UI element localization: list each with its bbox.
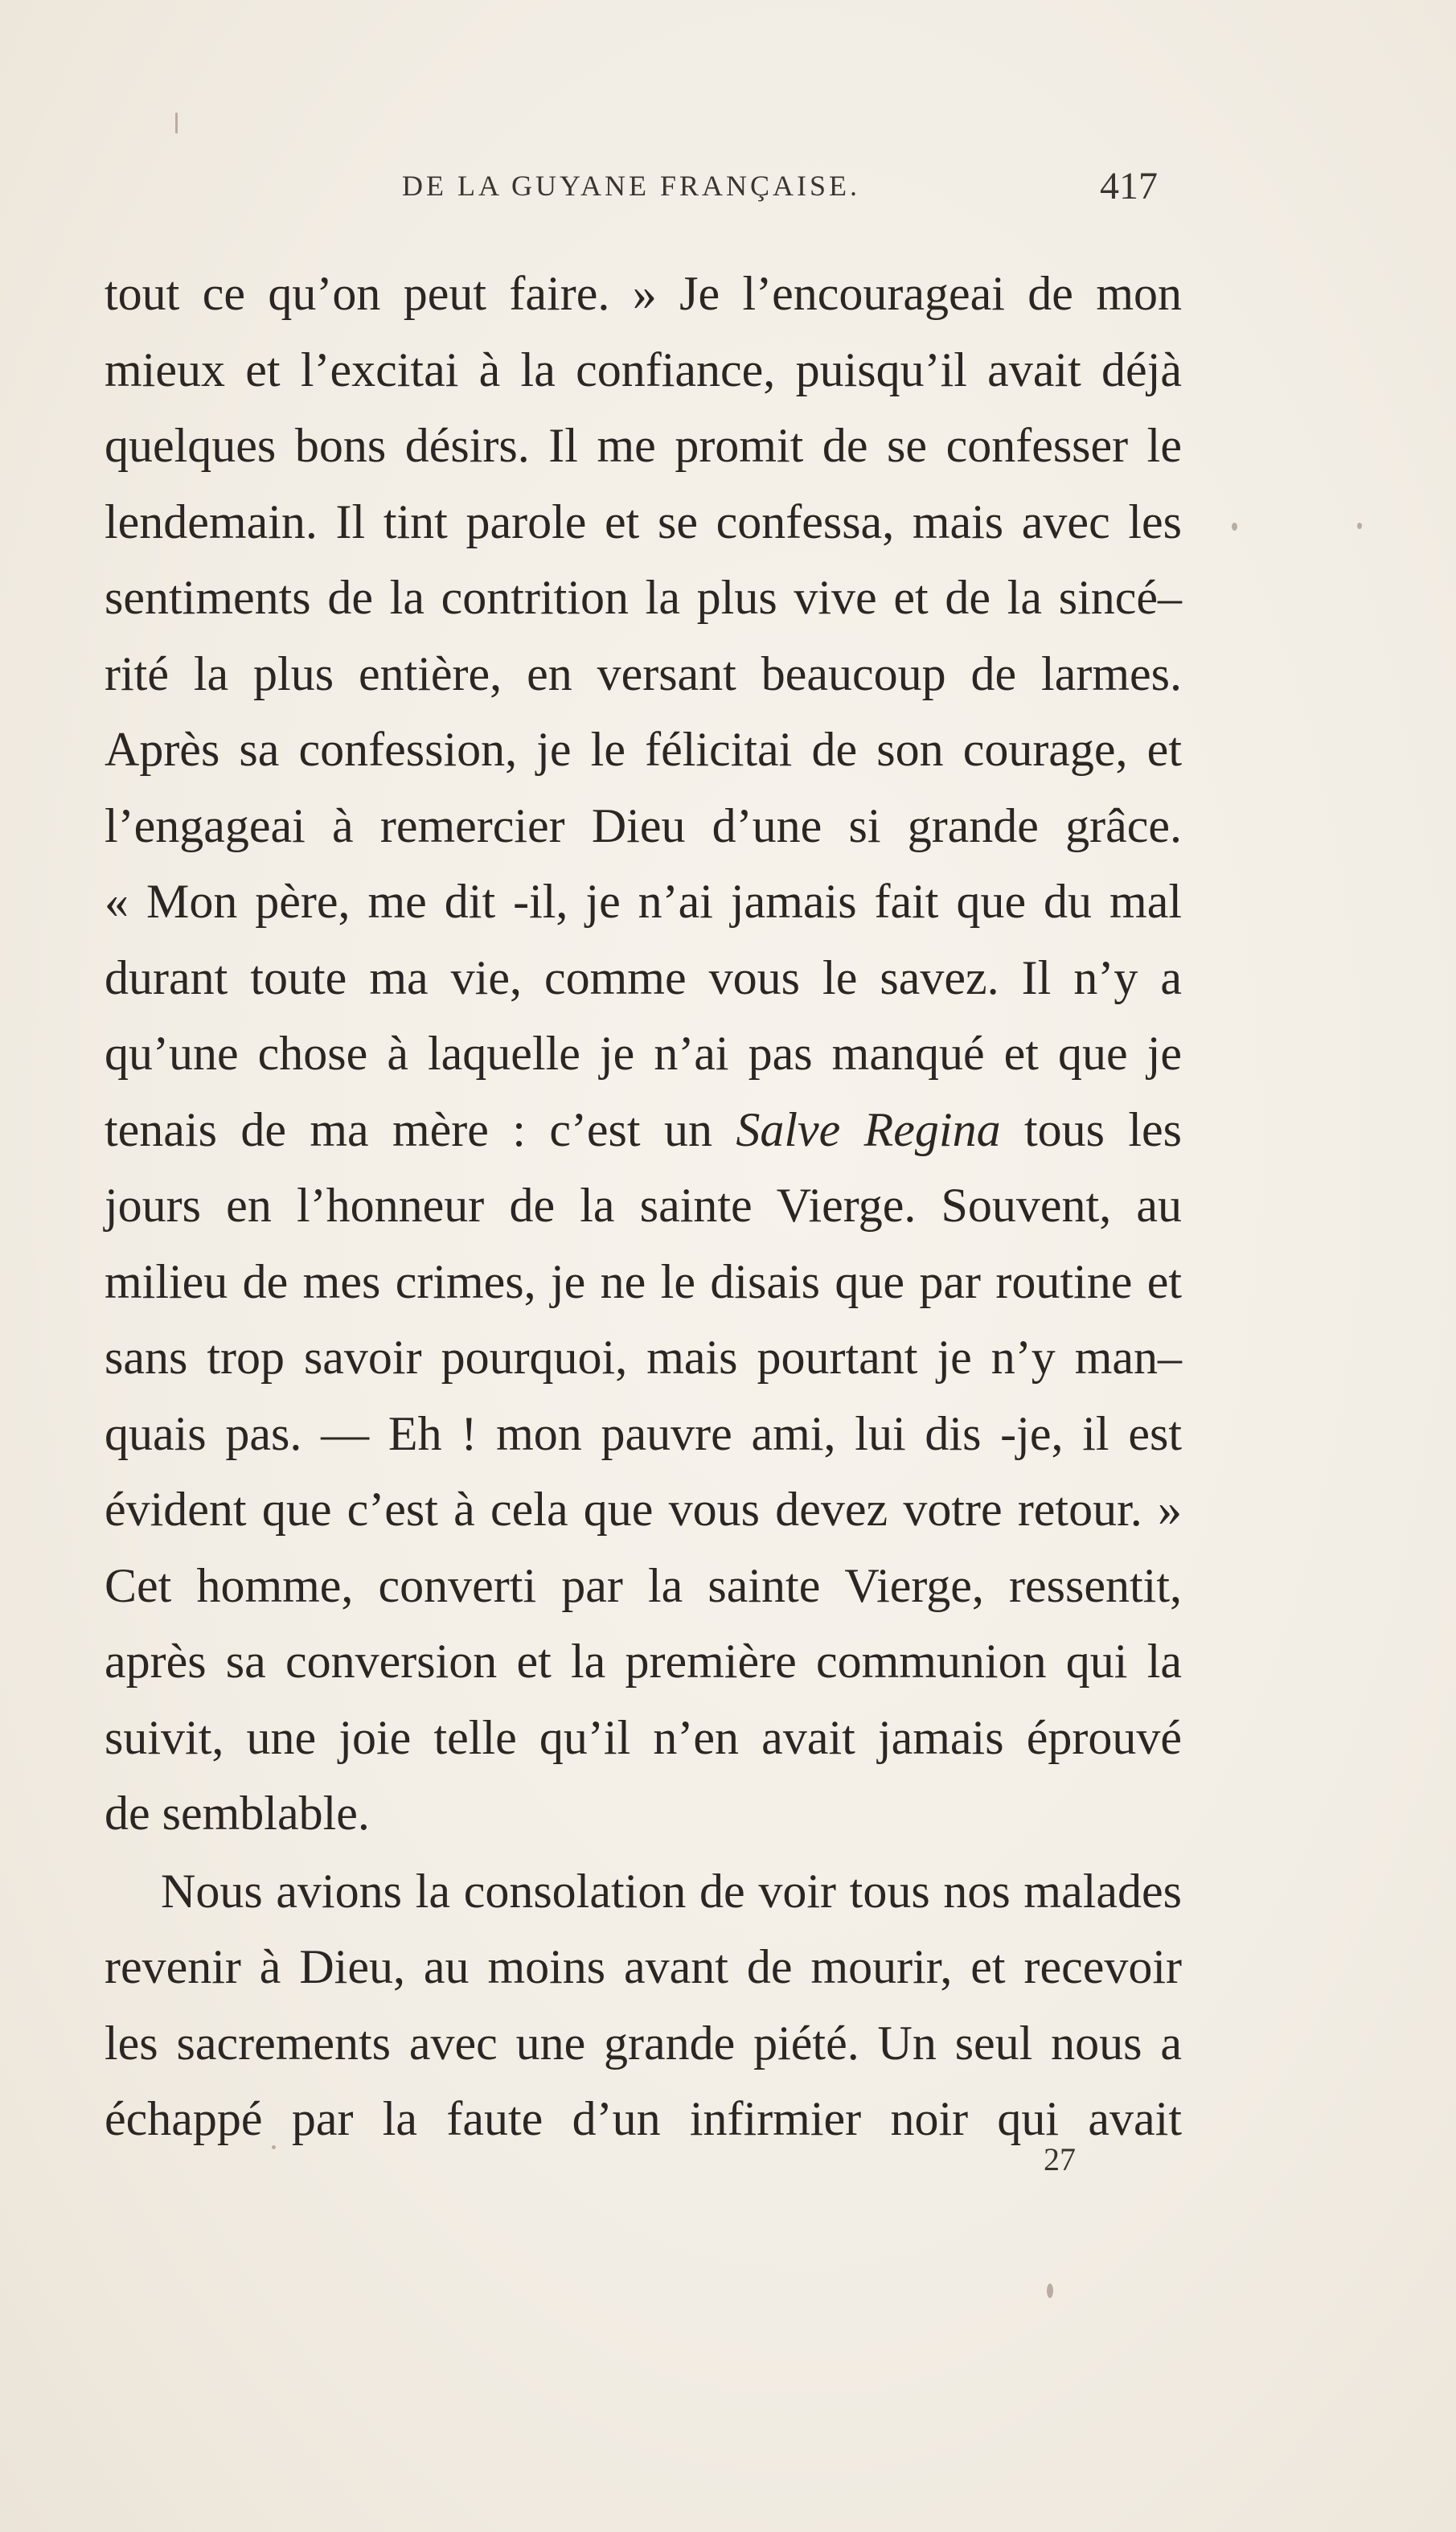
text-line: après sa conversion et la première communion qui la (105, 1635, 1182, 1688)
text-line: les sacrements avec une grande piété. Un seul nous a (105, 2016, 1182, 2070)
text-line: quelques bons désirs. Il me promit de se confesser le (105, 419, 1182, 472)
text-line: sans trop savoir pourquoi, mais pourtant je n’y man– (105, 1331, 1182, 1384)
text-line: « Mon père, me dit -il, je n’ai jamais fait que du mal (105, 875, 1182, 928)
text-line: mieux et l’excitai à la confiance, puisqu’il avait déjà (105, 343, 1182, 396)
text-line-with-italic (105, 1092, 1182, 1168)
text-line: Après sa confession, je le félicitai de son courage, et (105, 723, 1182, 776)
paper-speck (272, 2145, 276, 2149)
text-line: de semblable. (105, 1787, 370, 1840)
paper-speck (1232, 523, 1237, 531)
text-line: tout ce qu’on peut faire. » Je l’encourageai de mon (105, 267, 1182, 320)
text-line: sentiments de la contrition la plus vive et de la sincé– (105, 571, 1182, 624)
text-line: l’engageai à remercier Dieu d’une si grande grâce. (105, 798, 1182, 852)
page-number: 417 (1100, 165, 1158, 207)
italic-title: Salve Regina (736, 1102, 1001, 1156)
body-text (105, 256, 1182, 2157)
text-line: suivit, une joie telle qu’il n’en avait jamais éprouvé (105, 1710, 1182, 1764)
text-line: lendemain. Il tint parole et se confessa, mais avec les (105, 494, 1182, 548)
text-line: milieu de mes crimes, je ne le disais que par routine et (105, 1254, 1182, 1308)
signature-mark: 27 (1044, 2141, 1076, 2177)
paper-speck (1047, 2284, 1053, 2298)
paper-speck (1357, 523, 1362, 529)
text-line: revenir à Dieu, au moins avant de mourir, et recevoir (105, 1940, 1182, 1993)
text-line: qu’une chose à laquelle je n’ai pas manqué et que je (105, 1027, 1182, 1080)
text-segment: tous les (1000, 1102, 1183, 1156)
text-line: Nous avions la consolation de voir tous nos malades (161, 1864, 1182, 1918)
paper-speck (175, 113, 178, 133)
text-segment: tenais de ma mère : c’est un (105, 1102, 736, 1156)
text-line: Cet homme, converti par la sainte Vierge, ressentit, (105, 1558, 1182, 1612)
text-line: durant toute ma vie, comme vous le savez. Il n’y a (105, 950, 1182, 1004)
running-head: DE LA GUYANE FRANÇAISE. (402, 170, 861, 202)
text-line: échappé par la faute d’un infirmier noir qui avait (105, 2092, 1182, 2145)
text-line: rité la plus entière, en versant beaucoup de larmes. (105, 646, 1182, 700)
text-line: quais pas. — Eh ! mon pauvre ami, lui dis -je, il est (105, 1406, 1182, 1460)
text-line: jours en l’honneur de la sainte Vierge. Souvent, au (105, 1179, 1182, 1232)
text-line: évident que c’est à cela que vous devez votre retour. » (105, 1483, 1182, 1536)
